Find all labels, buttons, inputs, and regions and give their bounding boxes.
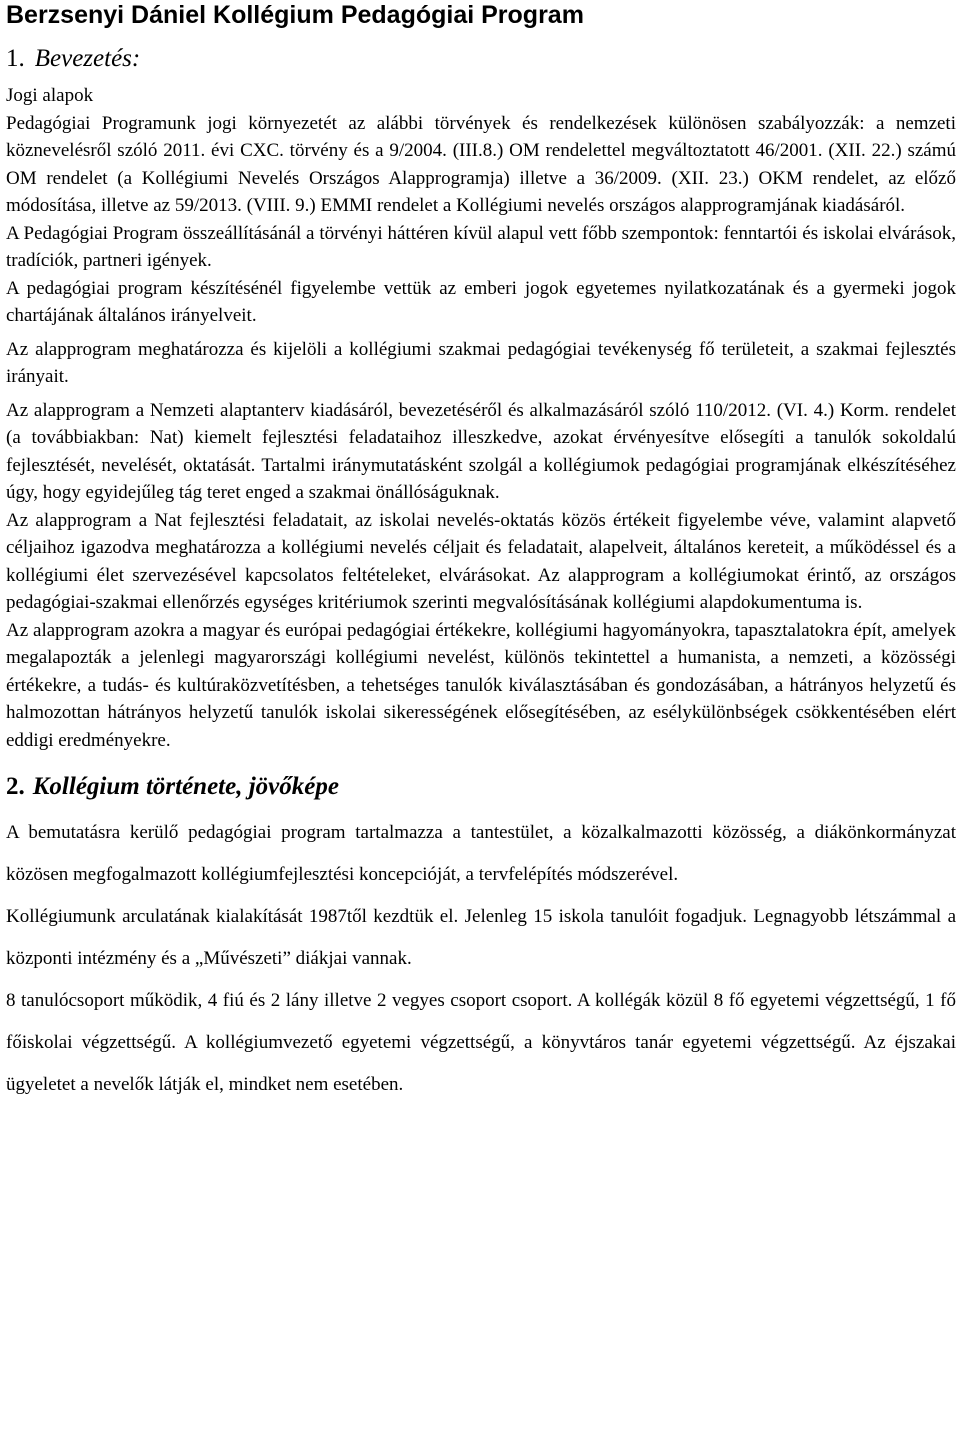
paragraph: Az alapprogram a Nemzeti alaptanterv kiadásáról, bevezetéséről és alkalmazásáról szóló 110/2012. (VI. 4.) Korm. rendelet (a továbbiakban: Nat) kiemelt fejlesztési feladataihoz illeszkedve, azokat érvényesítve elősegíti a tanulók sokoldalú fejlesztését, nevelését, oktatását. Tartalmi iránymutatásként szolgál a kollégiumok pedagógiai programjának elkészítéséhez úgy, hogy egyidejűleg tág teret enged a szakmai önállóságuknak.	[6, 399, 956, 503]
paragraph: Az alapprogram a Nat fejlesztési feladatait, az iskolai nevelés-oktatás közös értékeit figyelembe véve, valamint alapvető céljaihoz igazodva meghatározza a kollégiumi nevelés céljait és feladatait, alapelveit, általános kereteit, a működéssel és a kollégiumi élet szervezésével kapcsolatos feltételeket, elvárásokat. Az alapprogram a kollégiumokat érintő, az országos pedagógiai-szakmai ellenőrzés egységes kritériumok szerinti megvalósításának kollégiumi alapdokumentuma is.	[6, 509, 956, 613]
section-2-heading	[6, 772, 956, 802]
paragraph: Pedagógiai Programunk jogi környezetét az alábbi törvények és rendelkezések különösen szabályozzák: a nemzeti köznevelésről szóló 2011. évi CXC. törvény és a 9/2004. (III.8.) OM rendelettel megváltoztatott 46/2001. (XII. 22.) számú OM rendelet (a Kollégiumi Nevelés Országos Alapprogramja) illetve a 36/2009. (XII. 23.) OKM rendelet, az előző módosítása, illetve az 59/2013. (VIII. 9.) EMMI rendelet a Kollégiumi nevelés országos alapprogramjának kiadásáról.	[6, 112, 956, 216]
section-1-heading	[6, 44, 956, 74]
section-2-title: Kollégium története, jövőképe	[32, 773, 339, 800]
paragraph: Kollégiumunk arculatának kialakítását 1987től kezdtük el. Jelenleg 15 iskola tanulóit fogadjuk. Legnagyobb létszámmal a központi intézmény és a „Művészeti” diákjai vannak.	[6, 906, 956, 969]
document-title: Berzsenyi Dániel Kollégium Pedagógiai Program	[6, 1, 584, 29]
section-1-number: 1.	[6, 45, 25, 72]
section-2-body	[6, 812, 956, 1106]
section-2-number: 2.	[6, 773, 25, 800]
subheading-jogi-alapok: Jogi alapok	[6, 85, 94, 106]
paragraph: Az alapprogram meghatározza és kijelöli a kollégiumi szakmai pedagógiai tevékenység fő területeit, a szakmai fejlesztés irányait.	[6, 338, 956, 387]
paragraph: Az alapprogram azokra a magyar és európai pedagógiai értékekre, kollégiumi hagyományokra, tapasztalatokra épít, amelyek megalapozták a jelenlegi magyarországi kollégiumi nevelést, különös tekintettel a humanista, a nemzeti, a közösségi értékekre, a tudás- és kultúraközvetítésben, a tehetséges tanulók kiválasztásában és gondozásában, a hátrányos helyzetű és halmozottan hátrányos helyzetű tanulók iskolai sikerességének elősegítésében, az esélykülönbségek csökkentésében elért eddigi eredményekre.	[6, 619, 956, 751]
paragraph: 8 tanulócsoport működik, 4 fiú és 2 lány illetve 2 vegyes csoport csoport. A kollégák közül 8 fő egyetemi végzettségű, 1 fő főiskolai végzettségű. A kollégiumvezető egyetemi végzettségű, a könyvtáros tanár egyetemi végzettségű. Az éjszakai ügyeletet a nevelők látják el, mindket nem esetében.	[6, 990, 956, 1095]
document-page	[6, 0, 956, 1106]
section-1-title: Bevezetés:	[34, 45, 141, 72]
paragraph: A Pedagógiai Program összeállításánál a törvényi háttéren kívül alapul vett főbb szempontok: fenntartói és iskolai elvárások, tradíciók, partneri igények.	[6, 222, 956, 271]
paragraph: A pedagógiai program készítésénél figyelembe vettük az emberi jogok egyetemes nyilatkozatának és a gyermeki jogok chartájának általános irányelveit.	[6, 277, 956, 326]
paragraph: A bemutatásra kerülő pedagógiai program tartalmazza a tantestület, a közalkalmazotti közösség, a diákönkormányzat közösen megfogalmazott kollégiumfejlesztési koncepcióját, a tervfelépítés módszerével.	[6, 822, 956, 885]
